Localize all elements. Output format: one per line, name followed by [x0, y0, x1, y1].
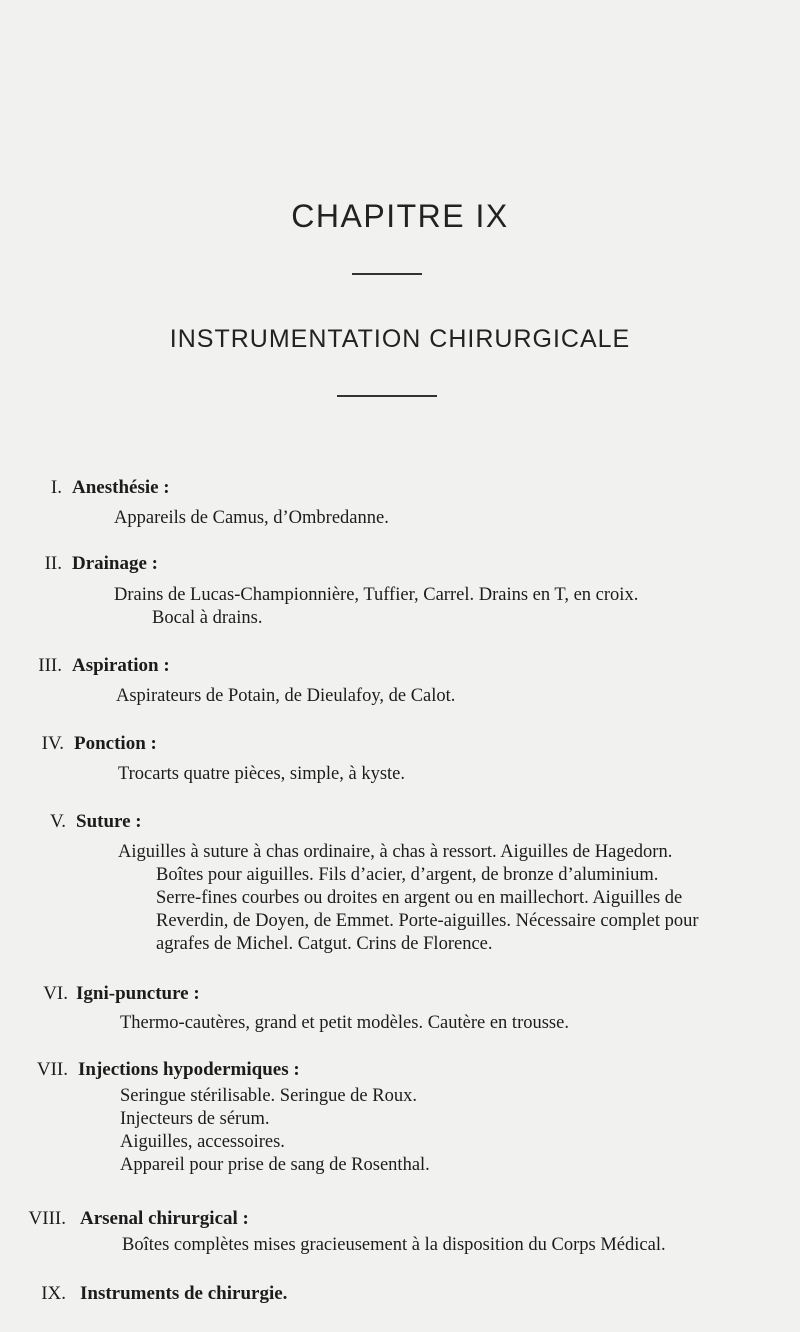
body-line: Boîtes complètes mises gracieusement à la disposition du Corps Médical. [122, 1235, 666, 1255]
body-line: Seringue stérilisable. Seringue de Roux. [120, 1086, 417, 1106]
section-heading: Drainage : [72, 553, 159, 574]
section-numeral: III. [38, 655, 62, 676]
section-heading: Anesthésie : [72, 477, 170, 498]
body-line: Trocarts quatre pièces, simple, à kyste. [118, 764, 406, 784]
body-line: Bocal à drains. [152, 608, 263, 628]
section-heading: Instruments de chirurgie. [80, 1283, 288, 1304]
section-heading: Suture : [76, 811, 142, 832]
title-rule-top [352, 273, 422, 275]
section-body [118, 763, 405, 786]
body-line: Thermo-cautères, grand et petit modèles. Cautère en trousse. [120, 1013, 569, 1033]
section-body [120, 1085, 430, 1177]
body-line: Aiguilles à suture à chas ordinaire, à chas à ressort. Aiguilles de Hagedorn. [118, 842, 673, 862]
section-numeral: IX. [41, 1283, 66, 1304]
bleed-through-header [90, 88, 770, 111]
chapter-title: CHAPITRE IX [291, 198, 509, 234]
chapter-subtitle: INSTRUMENTATION CHIRURGICALE [169, 325, 631, 353]
section-numeral: VII. [36, 1059, 68, 1080]
section-body [118, 841, 699, 956]
section-body [114, 584, 638, 630]
body-line: agrafes de Michel. Catgut. Crins de Florence. [156, 934, 493, 954]
body-line: Injecteurs de sérum. [120, 1109, 270, 1129]
body-line: Aspirateurs de Potain, de Dieulafoy, de Calot. [116, 686, 456, 706]
body-line: Reverdin, de Doyen, de Emmet. Porte-aiguilles. Nécessaire complet pour [156, 911, 699, 931]
section-numeral: I. [50, 477, 62, 498]
body-line: Appareils de Camus, d’Ombredanne. [114, 508, 389, 528]
body-line: Appareil pour prise de sang de Rosenthal. [120, 1155, 430, 1175]
section-numeral: VIII. [28, 1208, 66, 1229]
title-rule-bottom [337, 395, 437, 397]
section-body [116, 685, 455, 708]
body-line: Boîtes pour aiguilles. Fils d’acier, d’argent, de bronze d’aluminium. [156, 865, 659, 885]
section-heading: Aspiration : [72, 655, 170, 676]
body-line: Aiguilles, accessoires. [120, 1132, 285, 1152]
section-heading: Injections hypodermiques : [78, 1059, 300, 1080]
section-numeral: VI. [43, 983, 68, 1004]
section-numeral: II. [44, 553, 62, 574]
section-heading: Ponction : [74, 733, 157, 754]
section-numeral: V. [49, 811, 66, 832]
section-heading: Arsenal chirurgical : [80, 1208, 249, 1229]
body-line: Drains de Lucas-Championnière, Tuffier, Carrel. Drains en T, en croix. [114, 585, 639, 605]
section-heading: Igni-puncture : [76, 983, 200, 1004]
bleed-through-title [250, 162, 262, 190]
section-body [122, 1234, 666, 1257]
section-body [120, 1012, 569, 1035]
section-body [114, 507, 389, 530]
body-line: Serre-fines courbes ou droites en argent ou en maillechort. Aiguilles de [156, 888, 683, 908]
section-numeral: IV. [41, 733, 64, 754]
